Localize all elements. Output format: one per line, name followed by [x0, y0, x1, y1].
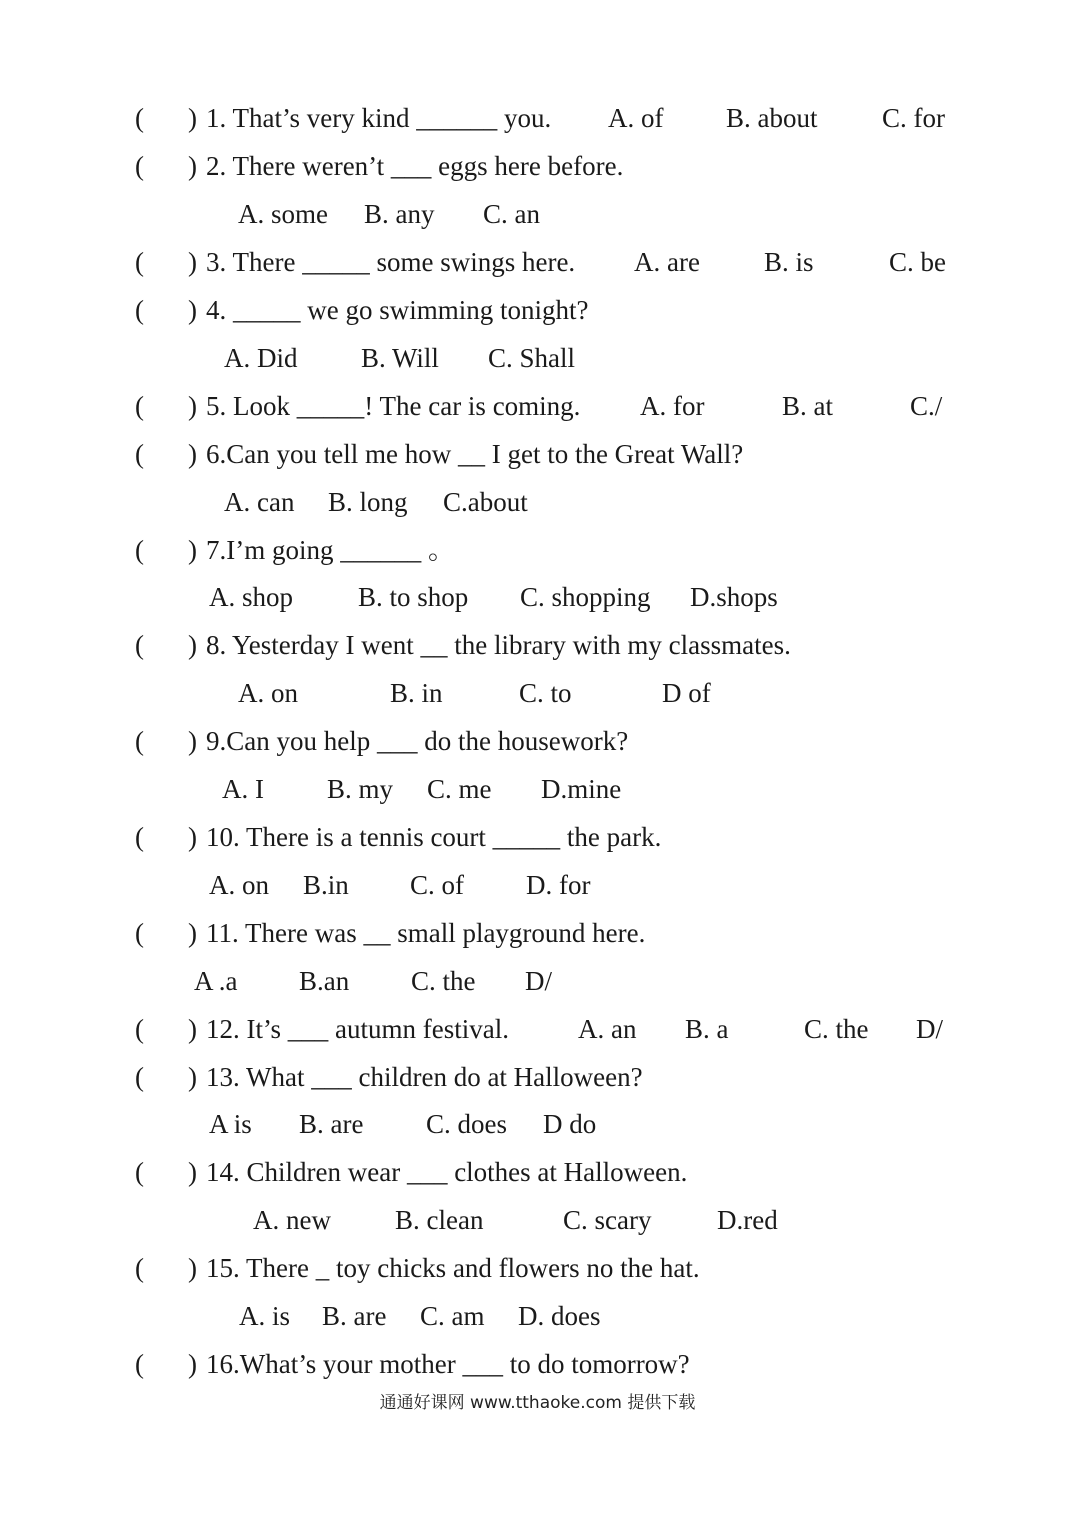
- answer-paren-open: (: [135, 822, 144, 852]
- answer-paren-open: (: [135, 535, 144, 565]
- question-text: 16.What’s your mother ___ to do tomorrow?: [206, 1349, 690, 1379]
- option-c: C. for: [882, 103, 945, 133]
- question-2-options: [0, 190, 1075, 238]
- option-c: C./: [910, 391, 943, 421]
- answer-paren-close: ): [188, 1014, 197, 1044]
- answer-paren-close: ): [188, 1062, 197, 1092]
- question-6-options: [0, 478, 1075, 526]
- answer-paren-close: ): [188, 295, 197, 325]
- question-5: [0, 382, 1075, 430]
- option-a: A. on: [238, 678, 298, 708]
- option-b: B.in: [303, 870, 349, 900]
- answer-paren-open: (: [135, 726, 144, 756]
- question-11: [0, 909, 1075, 957]
- option-b: B. are: [322, 1301, 387, 1331]
- option-b: B. long: [328, 487, 408, 517]
- answer-paren-open: (: [135, 1062, 144, 1092]
- answer-paren-close: ): [188, 1253, 197, 1283]
- option-b: B. at: [782, 391, 833, 421]
- answer-paren-open: (: [135, 295, 144, 325]
- question-10-options: [0, 861, 1075, 909]
- answer-paren-close: ): [188, 822, 197, 852]
- question-11-options: [0, 957, 1075, 1005]
- option-b: B. is: [764, 247, 814, 277]
- answer-paren-open: (: [135, 391, 144, 421]
- option-a: A .a: [194, 966, 238, 996]
- option-a: A. Did: [224, 343, 298, 373]
- option-b: B. Will: [361, 343, 439, 373]
- answer-paren-close: ): [188, 918, 197, 948]
- answer-paren-close: ): [188, 391, 197, 421]
- answer-paren-open: (: [135, 1014, 144, 1044]
- option-d: D. does: [518, 1301, 601, 1331]
- option-a: A. I: [222, 774, 264, 804]
- option-a: A. some: [238, 199, 328, 229]
- option-a: A. shop: [209, 582, 294, 612]
- option-b: B.an: [299, 966, 350, 996]
- answer-paren-open: (: [135, 630, 144, 660]
- option-a: A. are: [634, 247, 700, 277]
- question-7: [0, 526, 1075, 574]
- option-d: D do: [543, 1109, 597, 1139]
- option-b: B. clean: [395, 1205, 484, 1235]
- question-14-options: [0, 1196, 1075, 1244]
- question-13: [0, 1053, 1075, 1101]
- question-4: [0, 286, 1075, 334]
- option-a: A. for: [640, 391, 705, 421]
- answer-paren-close: ): [188, 1157, 197, 1187]
- question-3: [0, 238, 1075, 286]
- answer-paren-close: ): [188, 151, 197, 181]
- answer-paren-open: (: [135, 439, 144, 469]
- answer-paren-open: (: [135, 247, 144, 277]
- option-c: C. be: [889, 247, 946, 277]
- question-text: 9.Can you help ___ do the housework?: [206, 726, 629, 756]
- option-a: A. of: [608, 103, 664, 133]
- option-c: C. of: [410, 870, 464, 900]
- question-text: 8. Yesterday I went __ the library with my classmates.: [206, 630, 791, 660]
- option-c: C. the: [804, 1014, 869, 1044]
- option-b: B. any: [364, 199, 435, 229]
- question-9: [0, 717, 1075, 765]
- question-15: [0, 1244, 1075, 1292]
- option-c: C. shopping: [520, 582, 651, 612]
- option-c: C. an: [483, 199, 540, 229]
- question-text: 12. It’s ___ autumn festival.: [206, 1014, 509, 1044]
- option-d: D/: [916, 1014, 943, 1044]
- option-b: B. are: [299, 1109, 364, 1139]
- answer-paren-close: ): [188, 247, 197, 277]
- option-c: C. scary: [563, 1205, 652, 1235]
- option-a: A. an: [578, 1014, 637, 1044]
- option-a: A. new: [253, 1205, 331, 1235]
- answer-paren-close: ): [188, 726, 197, 756]
- question-16: [0, 1340, 1075, 1388]
- question-2: [0, 142, 1075, 190]
- option-d: D/: [525, 966, 552, 996]
- question-text: 1. That’s very kind ______ you.: [206, 103, 552, 133]
- answer-paren-close: ): [188, 103, 197, 133]
- question-13-options: [0, 1100, 1075, 1148]
- option-c: C. am: [420, 1301, 485, 1331]
- question-text: 14. Children wear ___ clothes at Halloween.: [206, 1157, 688, 1187]
- question-text: 4. _____ we go swimming tonight?: [206, 295, 589, 325]
- option-d: D of: [662, 678, 711, 708]
- option-d: D.shops: [690, 582, 778, 612]
- question-15-options: [0, 1292, 1075, 1340]
- question-10: [0, 813, 1075, 861]
- option-d: D. for: [526, 870, 591, 900]
- question-text: 11. There was __ small playground here.: [206, 918, 646, 948]
- option-a: A. can: [224, 487, 295, 517]
- question-text: 3. There _____ some swings here.: [206, 247, 576, 277]
- question-9-options: [0, 765, 1075, 813]
- question-8-options: [0, 669, 1075, 717]
- question-text: 15. There _ toy chicks and flowers no the hat.: [206, 1253, 700, 1283]
- answer-paren-open: (: [135, 1253, 144, 1283]
- question-7-options: [0, 573, 1075, 621]
- option-c: C. me: [427, 774, 492, 804]
- option-a: A. on: [209, 870, 269, 900]
- option-d: D.red: [717, 1205, 778, 1235]
- question-text: 5. Look _____! The car is coming.: [206, 391, 581, 421]
- option-c: C. the: [411, 966, 476, 996]
- option-a: A. is: [239, 1301, 291, 1331]
- question-text: 7.I’m going ______ 。: [206, 535, 455, 565]
- answer-paren-close: ): [188, 1349, 197, 1379]
- question-text: 10. There is a tennis court _____ the park.: [206, 822, 662, 852]
- question-text: 2. There weren’t ___ eggs here before.: [206, 151, 624, 181]
- question-4-options: [0, 334, 1075, 382]
- answer-paren-open: (: [135, 1157, 144, 1187]
- option-c: C.about: [443, 487, 528, 517]
- answer-paren-close: ): [188, 630, 197, 660]
- question-12: [0, 1005, 1075, 1053]
- page-footer: 通通好课网 www.tthaoke.com 提供下载: [379, 1393, 696, 1413]
- option-d: D.mine: [541, 774, 622, 804]
- answer-paren-open: (: [135, 151, 144, 181]
- option-b: B. in: [390, 678, 443, 708]
- answer-paren-close: ): [188, 535, 197, 565]
- answer-paren-open: (: [135, 1349, 144, 1379]
- option-b: B. a: [685, 1014, 729, 1044]
- question-text: 6.Can you tell me how __ I get to the Great Wall?: [206, 439, 744, 469]
- option-b: B. about: [726, 103, 818, 133]
- answer-paren-open: (: [135, 918, 144, 948]
- option-b: B. to shop: [358, 582, 469, 612]
- answer-paren-close: ): [188, 439, 197, 469]
- option-b: B. my: [327, 774, 394, 804]
- question-14: [0, 1148, 1075, 1196]
- answer-paren-open: (: [135, 103, 144, 133]
- question-6: [0, 430, 1075, 478]
- question-text: 13. What ___ children do at Halloween?: [206, 1062, 643, 1092]
- option-a: A is: [209, 1109, 252, 1139]
- option-c: C. to: [519, 678, 572, 708]
- option-c: C. Shall: [488, 343, 576, 373]
- question-8: [0, 621, 1075, 669]
- option-c: C. does: [426, 1109, 507, 1139]
- question-1: [0, 94, 1075, 142]
